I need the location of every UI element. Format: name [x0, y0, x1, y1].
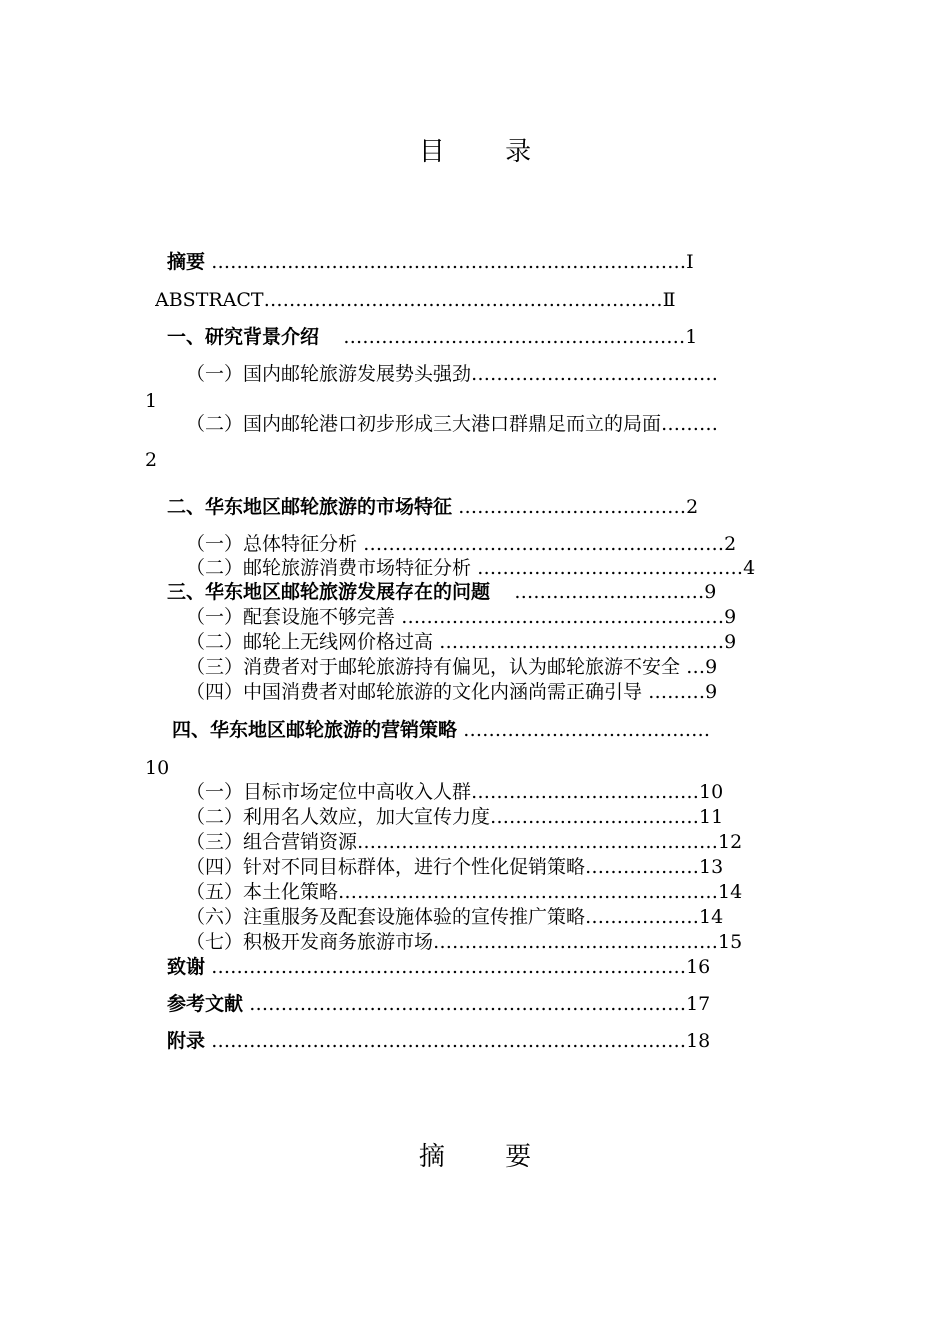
toc-entry-page: 11: [699, 806, 724, 828]
toc-entry-label: （三）消费者对于邮轮旅游持有偏见，认为邮轮旅游不安全: [186, 656, 681, 678]
toc-entry-leader: …………………………………………………………………: [211, 1030, 687, 1052]
toc-entry[interactable]: [167, 325, 807, 349]
toc-entry-page: 9: [724, 631, 737, 653]
toc-title: 目 录: [418, 137, 558, 167]
toc-entry-label: （六）注重服务及配套设施体验的宣传推广策略: [186, 906, 586, 928]
toc-entry-leader: ……………………………………: [477, 557, 744, 579]
toc-entry-page: 2: [724, 533, 737, 555]
toc-entry-label: 三、华东地区邮轮旅游发展存在的问题: [167, 581, 491, 603]
toc-entry-label: （一）国内邮轮旅游发展势头强劲: [186, 363, 472, 385]
toc-entry[interactable]: [186, 655, 806, 679]
toc-entry-page: Ⅱ: [662, 289, 676, 311]
toc-entry-label: （二）邮轮上无线网价格过高: [186, 631, 434, 653]
toc-entry-page: 1: [685, 326, 698, 348]
toc-entry-page: 13: [699, 856, 724, 878]
toc-entry[interactable]: [167, 495, 807, 519]
toc-entry-leader: …………………………………………………………………: [211, 956, 687, 978]
toc-entry-page: 9: [705, 656, 718, 678]
toc-entry-leader: …………………………………………………: [357, 831, 719, 853]
toc-entry-leader: …………………………………………………: [363, 533, 725, 555]
toc-entry-leader: ………………………………………: [439, 631, 725, 653]
toc-entry[interactable]: [186, 855, 806, 879]
toc-entry-leader: …………………………………………………………………: [211, 251, 687, 273]
toc-entry-page: 14: [718, 881, 743, 903]
toc-entry[interactable]: [186, 905, 806, 929]
toc-entry[interactable]: [167, 250, 807, 274]
toc-entry-leader: ……………………………: [490, 806, 700, 828]
abstract-title: 摘 要: [418, 1142, 558, 1172]
toc-entry[interactable]: [186, 362, 806, 386]
toc-entry-page: 2: [686, 496, 699, 518]
toc-entry[interactable]: [186, 532, 806, 556]
toc-entry-page: 9: [705, 681, 718, 703]
toc-entry-leader: ……………………………………………………: [338, 881, 719, 903]
toc-entry-label: 一、研究背景介绍: [167, 326, 320, 348]
toc-entry-leader: …: [686, 656, 706, 678]
toc-entry-label: （一）目标市场定位中高收入人群: [186, 781, 472, 803]
toc-entry[interactable]: [186, 780, 806, 804]
toc-entry-label: （二）利用名人效应，加大宣传力度: [186, 806, 491, 828]
toc-entry[interactable]: [186, 805, 806, 829]
toc-entry-label: ABSTRACT: [155, 289, 264, 311]
toc-entry-label: （二）邮轮旅游消费市场特征分析: [186, 557, 472, 579]
toc-entry[interactable]: [167, 1029, 807, 1053]
toc-entry-leader: …………………………: [514, 581, 705, 603]
toc-entry-sep: [490, 581, 514, 603]
toc-entry-label: 参考文献: [167, 993, 244, 1015]
toc-entry-label: 致谢: [167, 956, 206, 978]
toc-entry-leader: ………………………………………………………: [263, 289, 663, 311]
toc-entry-leader: ………………………………………………: [343, 326, 686, 348]
toc-entry-page: 16: [686, 956, 711, 978]
toc-entry[interactable]: [172, 718, 808, 742]
toc-entry[interactable]: [167, 992, 807, 1016]
toc-entry-page: 10: [145, 757, 170, 779]
toc-entry-leader: ………………: [585, 856, 700, 878]
toc-entry-page: 9: [704, 581, 717, 603]
toc-entry-label: （二）国内邮轮港口初步形成三大港口群鼎足而立的局面: [186, 413, 662, 435]
toc-entry[interactable]: [186, 880, 806, 904]
toc-entry-leader: ………: [661, 413, 719, 435]
toc-entry-leader: ……………………………………………: [401, 606, 725, 628]
toc-entry-leader: …………………………………: [471, 363, 719, 385]
toc-entry[interactable]: [186, 630, 806, 654]
toc-entry-leader: ……………………………………………………………: [249, 993, 687, 1015]
toc-entry[interactable]: [186, 930, 806, 954]
toc-entry-label: （四）针对不同目标群体，进行个性化促销策略: [186, 856, 586, 878]
toc-entry[interactable]: [186, 412, 806, 436]
toc-entry-page: 17: [686, 993, 711, 1015]
toc-entry-leader: ………………………………: [471, 781, 700, 803]
toc-entry-label: （四）中国消费者对邮轮旅游的文化内涵尚需正确引导: [186, 681, 643, 703]
toc-entry[interactable]: [186, 556, 806, 580]
toc-entry-label: （一）配套设施不够完善: [186, 606, 396, 628]
toc-entry-page: 18: [686, 1030, 711, 1052]
toc-entry[interactable]: [167, 955, 807, 979]
toc-entry-page: 12: [718, 831, 743, 853]
toc-entry-leader: ………………: [585, 906, 700, 928]
toc-entry-label: 摘要: [167, 251, 206, 273]
toc-entry-label: （七）积极开发商务旅游市场: [186, 931, 434, 953]
toc-entry-label: （三）组合营销资源: [186, 831, 358, 853]
toc-entry-label: 二、华东地区邮轮旅游的市场特征: [167, 496, 453, 518]
toc-entry[interactable]: [167, 580, 807, 604]
toc-entry-page: 10: [699, 781, 724, 803]
toc-entry-label: （一）总体特征分析: [186, 533, 358, 555]
toc-entry[interactable]: [155, 288, 795, 312]
toc-entry-page: 2: [145, 449, 158, 471]
toc-entry-label: 附录: [167, 1030, 206, 1052]
toc-entry-page: 14: [699, 906, 724, 928]
toc-entry-page: 4: [743, 557, 756, 579]
toc-entry-page: 15: [718, 931, 743, 953]
toc-entry-sep: [319, 326, 343, 348]
toc-entry-label: 四、华东地区邮轮旅游的营销策略: [172, 719, 458, 741]
toc-entry[interactable]: [186, 680, 806, 704]
toc-entry[interactable]: [186, 605, 806, 629]
toc-entry-leader: …………………………………: [463, 719, 711, 741]
toc-entry-label: （五）本土化策略: [186, 881, 339, 903]
toc-entry-page: Ⅰ: [686, 251, 694, 273]
toc-entry-leader: ………………………………: [458, 496, 687, 518]
toc-entry[interactable]: [186, 830, 806, 854]
toc-entry-leader: ………: [648, 681, 706, 703]
toc-entry-page: 1: [145, 390, 158, 412]
toc-entry-leader: ………………………………………: [433, 931, 719, 953]
toc-entry-page: 9: [724, 606, 737, 628]
